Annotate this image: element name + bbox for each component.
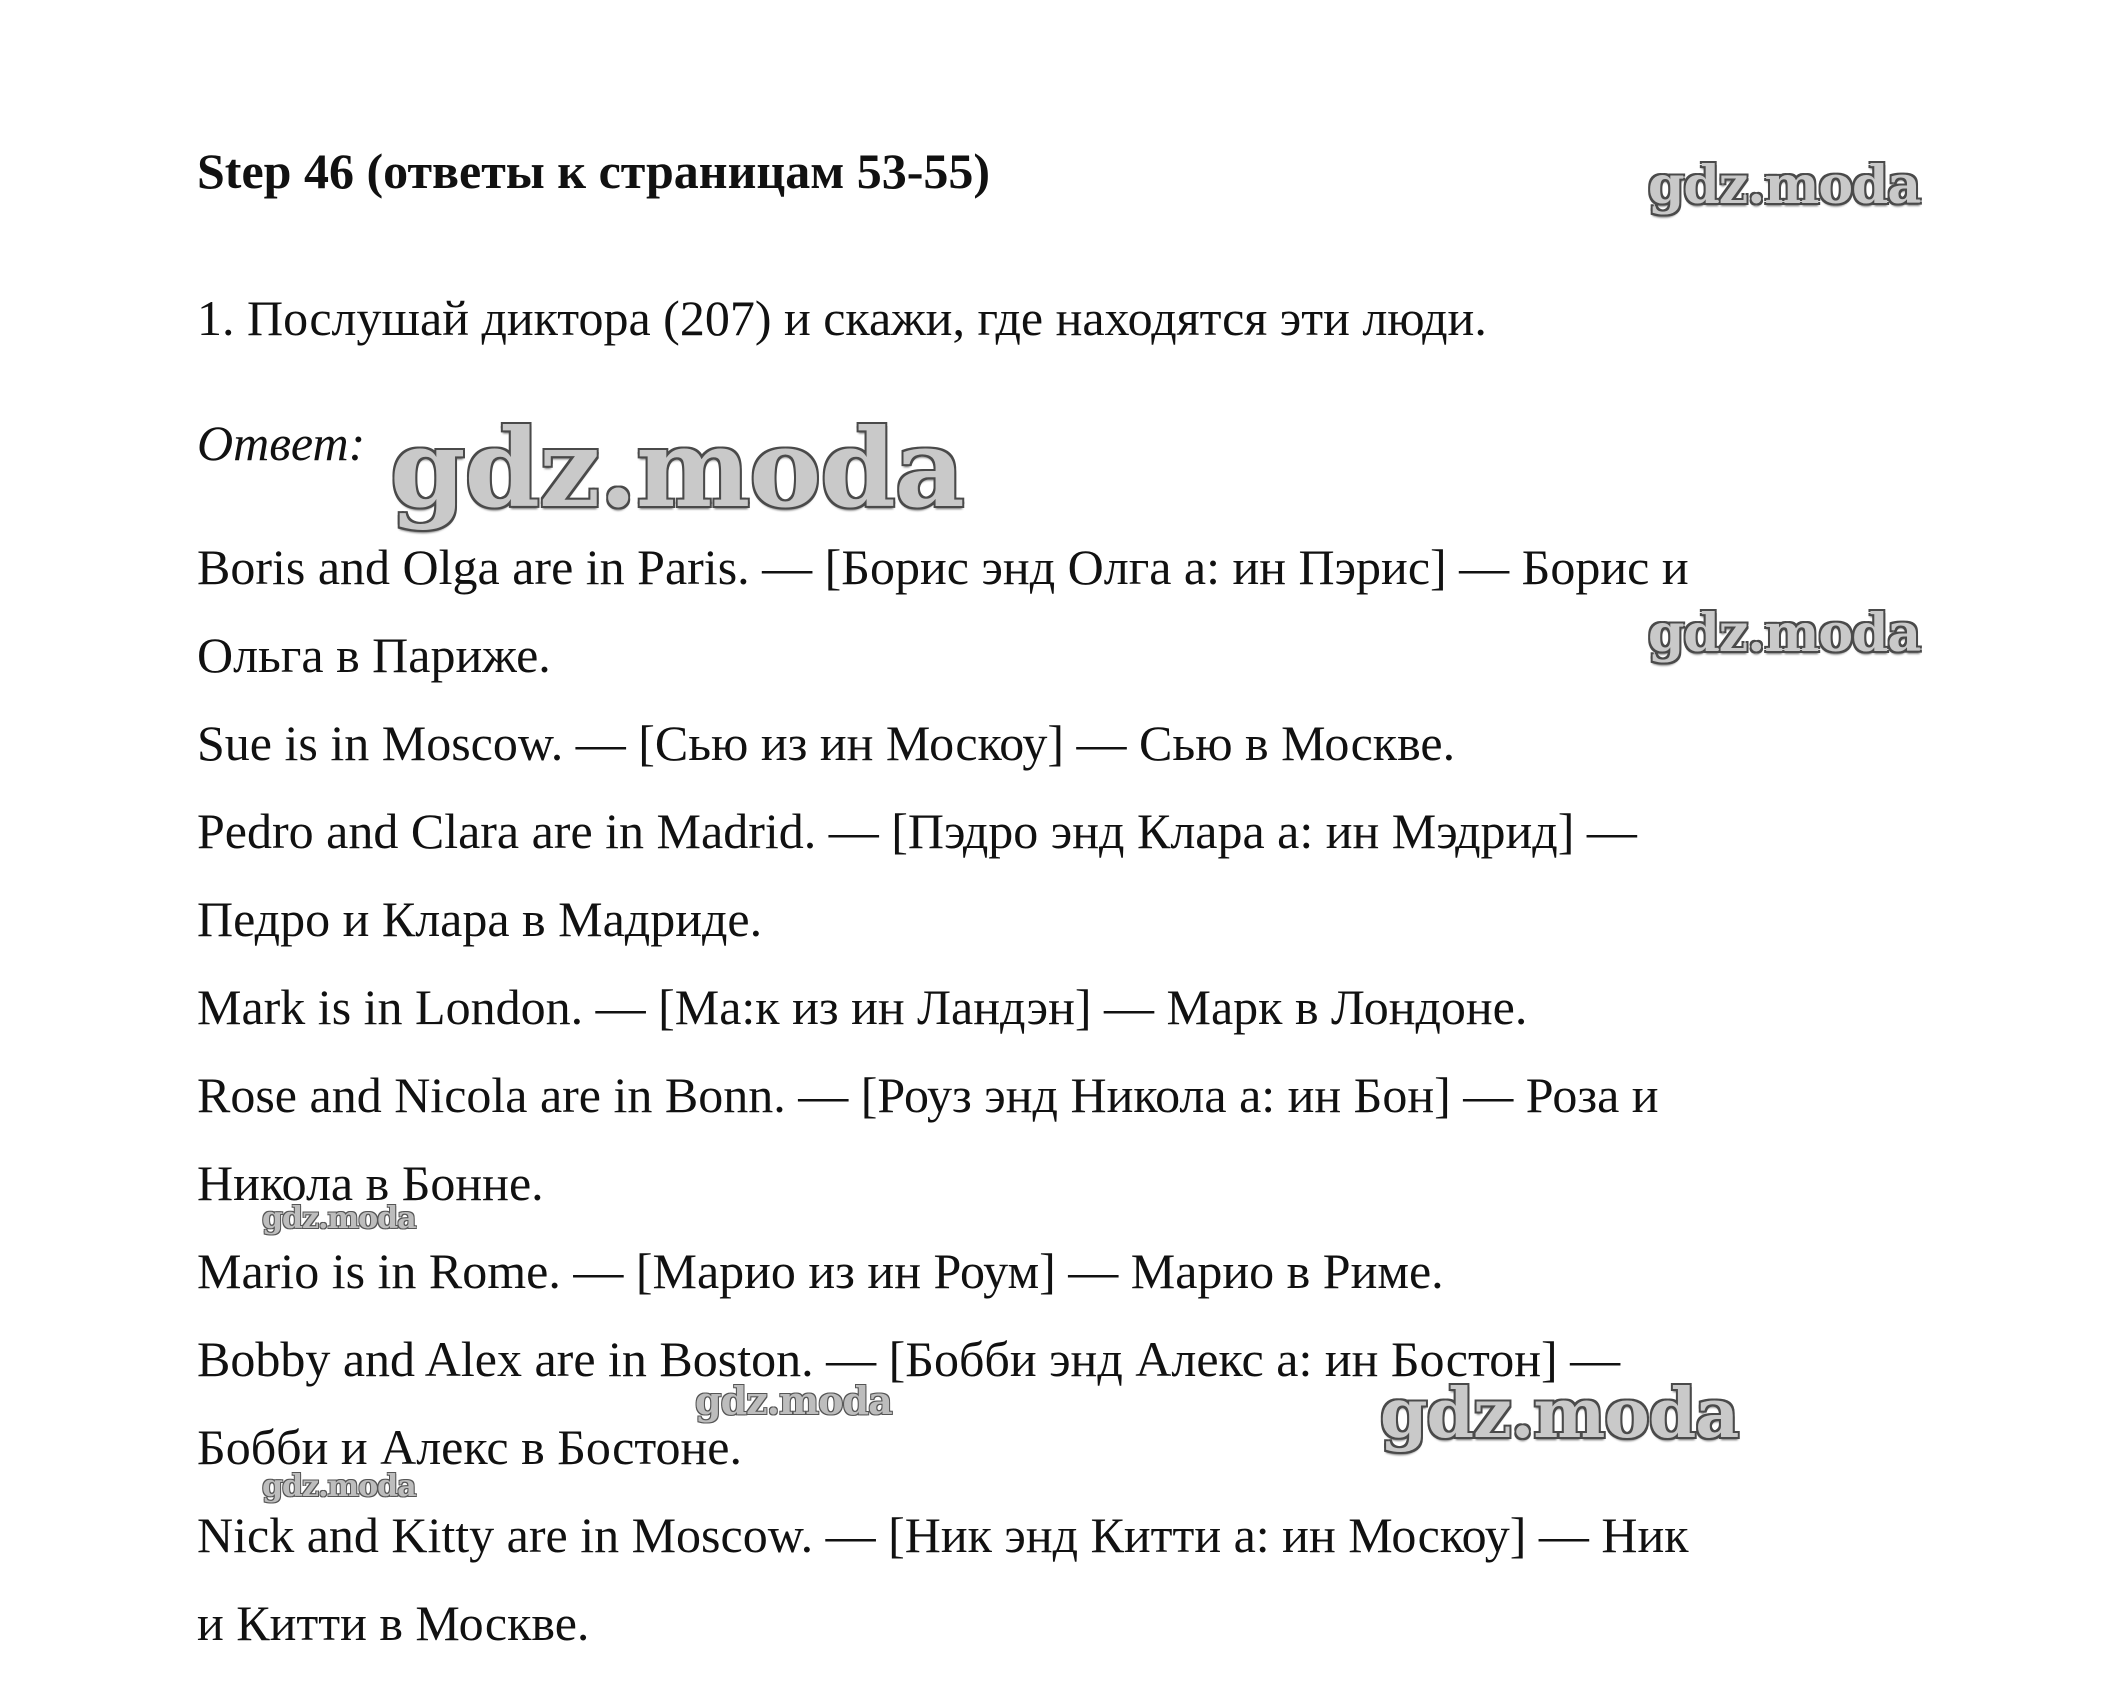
answer-line: Педро и Клара в Мадриде.: [197, 891, 763, 947]
watermark-logo: gdz.moda: [390, 406, 964, 532]
task-text: 1. Послушай диктора (207) и скажи, где находятся эти люди.: [197, 290, 1487, 346]
watermark-logo: gdz.moda: [262, 1469, 416, 1504]
answer-line: Bobby and Alex are in Boston. — [Бобби энд Алекс а: ин Бостон] —: [197, 1331, 1621, 1387]
watermark-logo: gdz.moda: [1380, 1374, 1739, 1454]
answer-line: Никола в Бонне.: [197, 1155, 544, 1211]
answer-line: Nick and Kitty are in Moscow. — [Ник энд Китти а: ин Москоу] — Ник: [197, 1507, 1689, 1563]
page-title: Step 46 (ответы к страницам 53-55): [197, 143, 991, 199]
answer-line: Ольга в Париже.: [197, 627, 551, 683]
watermark-logo: gdz.moda: [1648, 155, 1921, 216]
answer-line: Mark is in London. — [Ма:к из ин Ландэн] — Марк в Лондоне.: [197, 979, 1528, 1035]
answer-line: Boris and Olga are in Paris. — [Борис энд Олга а: ин Пэрис] — Борис и: [197, 539, 1689, 595]
watermark-logo: gdz.moda: [1648, 603, 1921, 664]
answer-line: Rose and Nicola are in Bonn. — [Роуз энд Никола а: ин Бон] — Роза и: [197, 1067, 1659, 1123]
answer-line: Бобби и Алекс в Бостоне.: [197, 1419, 742, 1475]
answer-line: Pedro and Clara are in Madrid. — [Пэдро энд Клара а: ин Мэдрид] —: [197, 803, 1637, 859]
answer-line: Sue is in Moscow. — [Сью из ин Москоу] — Сью в Москве.: [197, 715, 1456, 771]
answer-label: Ответ:: [197, 415, 366, 471]
answer-line: и Китти в Москве.: [197, 1595, 590, 1651]
watermark-logo: gdz.moda: [695, 1378, 892, 1423]
answer-line: Mario is in Rome. — [Марио из ин Роум] — Марио в Риме.: [197, 1243, 1444, 1299]
watermark-logo: gdz.moda: [262, 1201, 416, 1236]
